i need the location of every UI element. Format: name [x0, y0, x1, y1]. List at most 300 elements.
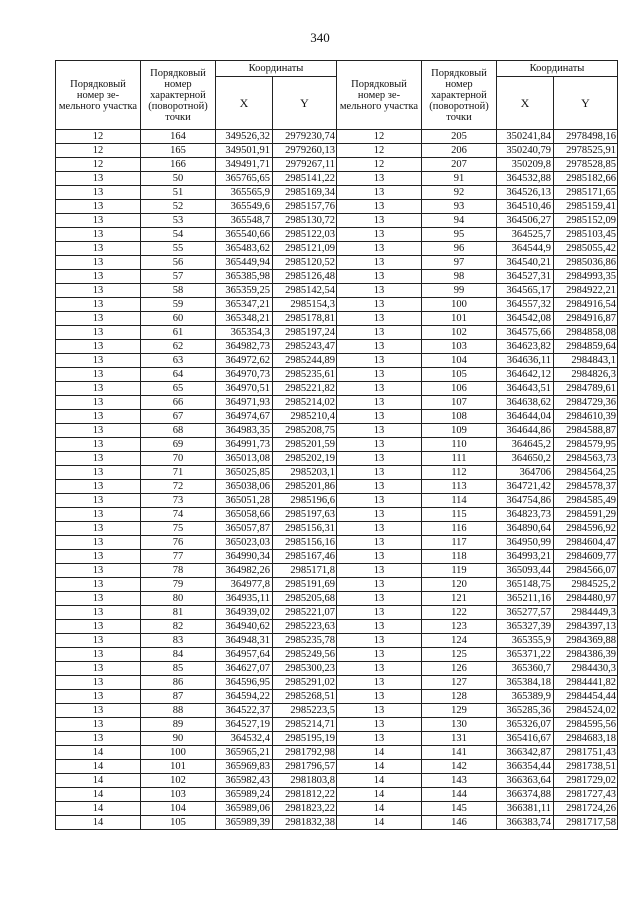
- x-coordinate-cell: 365355,9: [497, 634, 554, 648]
- point-number-cell: 102: [141, 774, 216, 788]
- x-coordinate-cell: 364935,11: [216, 592, 273, 606]
- x-coordinate-cell: 364706: [497, 466, 554, 480]
- point-number-cell: 105: [141, 816, 216, 830]
- x-coordinate-cell: 364982,73: [216, 340, 273, 354]
- parcel-number-cell: 13: [337, 186, 422, 200]
- x-coordinate-cell: 366374,88: [497, 788, 554, 802]
- parcel-number-cell: 13: [337, 620, 422, 634]
- point-number-cell: 107: [422, 396, 497, 410]
- y-coordinate-cell: 2985202,19: [273, 452, 337, 466]
- parcel-number-cell: 13: [337, 326, 422, 340]
- x-coordinate-cell: 364575,66: [497, 326, 554, 340]
- table-row: [56, 186, 618, 200]
- parcel-number-cell: 13: [337, 438, 422, 452]
- parcel-number-cell: 13: [56, 494, 141, 508]
- y-coordinate-cell: 2984564,25: [554, 466, 618, 480]
- point-number-cell: 128: [422, 690, 497, 704]
- parcel-number-cell: 13: [337, 452, 422, 466]
- parcel-number-cell: 13: [337, 522, 422, 536]
- parcel-number-cell: 13: [56, 368, 141, 382]
- x-coordinate-cell: 365051,28: [216, 494, 273, 508]
- parcel-number-cell: 12: [56, 144, 141, 158]
- parcel-number-cell: 13: [56, 578, 141, 592]
- point-number-cell: 67: [141, 410, 216, 424]
- parcel-number-cell: 13: [56, 452, 141, 466]
- y-coordinate-cell: 2984859,64: [554, 340, 618, 354]
- table-row: [56, 760, 618, 774]
- x-coordinate-cell: 364510,46: [497, 200, 554, 214]
- point-number-cell: 86: [141, 676, 216, 690]
- y-coordinate-cell: 2984916,87: [554, 312, 618, 326]
- parcel-number-cell: 13: [337, 494, 422, 508]
- header-coordinates: Координаты: [497, 61, 618, 77]
- x-coordinate-cell: 365093,44: [497, 564, 554, 578]
- point-number-cell: 100: [422, 298, 497, 312]
- header-y: Y: [273, 77, 337, 130]
- y-coordinate-cell: 2985197,63: [273, 508, 337, 522]
- point-number-cell: 131: [422, 732, 497, 746]
- parcel-number-cell: 13: [56, 242, 141, 256]
- y-coordinate-cell: 2985182,66: [554, 172, 618, 186]
- y-coordinate-cell: 2985223,63: [273, 620, 337, 634]
- x-coordinate-cell: 350240,79: [497, 144, 554, 158]
- x-coordinate-cell: 365548,7: [216, 214, 273, 228]
- x-coordinate-cell: 364522,37: [216, 704, 273, 718]
- y-coordinate-cell: 2984585,49: [554, 494, 618, 508]
- point-number-cell: 165: [141, 144, 216, 158]
- parcel-number-cell: 13: [337, 284, 422, 298]
- parcel-number-cell: 13: [56, 298, 141, 312]
- parcel-number-cell: 13: [56, 186, 141, 200]
- parcel-number-cell: 13: [337, 256, 422, 270]
- y-coordinate-cell: 2981724,26: [554, 802, 618, 816]
- table-row: [56, 578, 618, 592]
- y-coordinate-cell: 2985205,68: [273, 592, 337, 606]
- point-number-cell: 51: [141, 186, 216, 200]
- y-coordinate-cell: 2984397,13: [554, 620, 618, 634]
- y-coordinate-cell: 2985157,76: [273, 200, 337, 214]
- y-coordinate-cell: 2984789,61: [554, 382, 618, 396]
- x-coordinate-cell: 365384,18: [497, 676, 554, 690]
- parcel-number-cell: 13: [337, 690, 422, 704]
- x-coordinate-cell: 364974,67: [216, 410, 273, 424]
- x-coordinate-cell: 364594,22: [216, 690, 273, 704]
- point-number-cell: 79: [141, 578, 216, 592]
- parcel-number-cell: 12: [337, 130, 422, 144]
- y-coordinate-cell: 2985191,69: [273, 578, 337, 592]
- y-coordinate-cell: 2985195,19: [273, 732, 337, 746]
- point-number-cell: 109: [422, 424, 497, 438]
- y-coordinate-cell: 2985300,23: [273, 662, 337, 676]
- x-coordinate-cell: 364948,31: [216, 634, 273, 648]
- point-number-cell: 102: [422, 326, 497, 340]
- y-coordinate-cell: 2985201,59: [273, 438, 337, 452]
- x-coordinate-cell: 365023,03: [216, 536, 273, 550]
- x-coordinate-cell: 349526,32: [216, 130, 273, 144]
- y-coordinate-cell: 2978528,85: [554, 158, 618, 172]
- y-coordinate-cell: 2985235,78: [273, 634, 337, 648]
- point-number-cell: 125: [422, 648, 497, 662]
- point-number-cell: 69: [141, 438, 216, 452]
- parcel-number-cell: 14: [337, 760, 422, 774]
- parcel-number-cell: 13: [337, 564, 422, 578]
- y-coordinate-cell: 2985120,52: [273, 256, 337, 270]
- x-coordinate-cell: 365965,21: [216, 746, 273, 760]
- y-coordinate-cell: 2985036,86: [554, 256, 618, 270]
- x-coordinate-cell: 365148,75: [497, 578, 554, 592]
- y-coordinate-cell: 2984588,87: [554, 424, 618, 438]
- table-row: [56, 200, 618, 214]
- x-coordinate-cell: 365989,24: [216, 788, 273, 802]
- parcel-number-cell: 13: [56, 690, 141, 704]
- parcel-number-cell: 13: [337, 410, 422, 424]
- point-number-cell: 87: [141, 690, 216, 704]
- y-coordinate-cell: 2981823,22: [273, 802, 337, 816]
- parcel-number-cell: 13: [56, 718, 141, 732]
- x-coordinate-cell: 365057,87: [216, 522, 273, 536]
- x-coordinate-cell: 364526,13: [497, 186, 554, 200]
- parcel-number-cell: 13: [337, 536, 422, 550]
- point-number-cell: 53: [141, 214, 216, 228]
- x-coordinate-cell: 364993,21: [497, 550, 554, 564]
- point-number-cell: 144: [422, 788, 497, 802]
- table-row: [56, 172, 618, 186]
- point-number-cell: 90: [141, 732, 216, 746]
- point-number-cell: 61: [141, 326, 216, 340]
- parcel-number-cell: 13: [56, 550, 141, 564]
- point-number-cell: 55: [141, 242, 216, 256]
- y-coordinate-cell: 2985291,02: [273, 676, 337, 690]
- table-row: [56, 718, 618, 732]
- x-coordinate-cell: 364525,7: [497, 228, 554, 242]
- x-coordinate-cell: 365354,3: [216, 326, 273, 340]
- header-parcel-number: Порядковый номер зе- мельного участка: [56, 61, 141, 130]
- x-coordinate-cell: 365449,94: [216, 256, 273, 270]
- parcel-number-cell: 13: [337, 606, 422, 620]
- y-coordinate-cell: 2984610,39: [554, 410, 618, 424]
- y-coordinate-cell: 2985268,51: [273, 690, 337, 704]
- parcel-number-cell: 13: [56, 648, 141, 662]
- point-number-cell: 72: [141, 480, 216, 494]
- point-number-cell: 96: [422, 242, 497, 256]
- x-coordinate-cell: 365360,7: [497, 662, 554, 676]
- x-coordinate-cell: 364557,32: [497, 298, 554, 312]
- point-number-cell: 124: [422, 634, 497, 648]
- table-row: [56, 144, 618, 158]
- y-coordinate-cell: 2984683,18: [554, 732, 618, 746]
- y-coordinate-cell: 2984566,07: [554, 564, 618, 578]
- point-number-cell: 93: [422, 200, 497, 214]
- header-coordinates: Координаты: [216, 61, 337, 77]
- table-row: [56, 522, 618, 536]
- page-number: 340: [310, 30, 330, 45]
- parcel-number-cell: 13: [56, 200, 141, 214]
- y-coordinate-cell: 2985197,24: [273, 326, 337, 340]
- point-number-cell: 116: [422, 522, 497, 536]
- table-row: [56, 326, 618, 340]
- point-number-cell: 145: [422, 802, 497, 816]
- parcel-number-cell: 14: [337, 774, 422, 788]
- table-row: [56, 732, 618, 746]
- point-number-cell: 130: [422, 718, 497, 732]
- y-coordinate-cell: 2979230,74: [273, 130, 337, 144]
- parcel-number-cell: 12: [56, 130, 141, 144]
- point-number-cell: 119: [422, 564, 497, 578]
- y-coordinate-cell: 2985130,72: [273, 214, 337, 228]
- y-coordinate-cell: 2985055,42: [554, 242, 618, 256]
- point-number-cell: 97: [422, 256, 497, 270]
- point-number-cell: 113: [422, 480, 497, 494]
- x-coordinate-cell: 365327,39: [497, 620, 554, 634]
- y-coordinate-cell: 2985196,6: [273, 494, 337, 508]
- x-coordinate-cell: 350241,84: [497, 130, 554, 144]
- table-row: [56, 676, 618, 690]
- table-row: [56, 620, 618, 634]
- point-number-cell: 108: [422, 410, 497, 424]
- table-row: [56, 242, 618, 256]
- y-coordinate-cell: 2981751,43: [554, 746, 618, 760]
- point-number-cell: 101: [141, 760, 216, 774]
- y-coordinate-cell: 2984525,2: [554, 578, 618, 592]
- x-coordinate-cell: 365416,67: [497, 732, 554, 746]
- y-coordinate-cell: 2984916,54: [554, 298, 618, 312]
- point-number-cell: 71: [141, 466, 216, 480]
- x-coordinate-cell: 364940,62: [216, 620, 273, 634]
- point-number-cell: 117: [422, 536, 497, 550]
- y-coordinate-cell: 2985249,56: [273, 648, 337, 662]
- y-coordinate-cell: 2985169,34: [273, 186, 337, 200]
- table-row: [56, 746, 618, 760]
- point-number-cell: 114: [422, 494, 497, 508]
- table-row: [56, 298, 618, 312]
- point-number-cell: 73: [141, 494, 216, 508]
- point-number-cell: 54: [141, 228, 216, 242]
- y-coordinate-cell: 2985122,03: [273, 228, 337, 242]
- y-coordinate-cell: 2984454,44: [554, 690, 618, 704]
- parcel-number-cell: 13: [337, 718, 422, 732]
- table-row: [56, 494, 618, 508]
- table-row: [56, 648, 618, 662]
- y-coordinate-cell: 2984922,21: [554, 284, 618, 298]
- parcel-number-cell: 14: [56, 788, 141, 802]
- table-row: [56, 466, 618, 480]
- x-coordinate-cell: 365371,22: [497, 648, 554, 662]
- point-number-cell: 121: [422, 592, 497, 606]
- parcel-number-cell: 14: [56, 802, 141, 816]
- y-coordinate-cell: 2984595,56: [554, 718, 618, 732]
- parcel-number-cell: 13: [337, 648, 422, 662]
- point-number-cell: 101: [422, 312, 497, 326]
- point-number-cell: 164: [141, 130, 216, 144]
- parcel-number-cell: 13: [337, 354, 422, 368]
- table-row: [56, 130, 618, 144]
- point-number-cell: 118: [422, 550, 497, 564]
- parcel-number-cell: 13: [56, 438, 141, 452]
- y-coordinate-cell: 2985235,61: [273, 368, 337, 382]
- table-row: [56, 382, 618, 396]
- parcel-number-cell: 13: [337, 214, 422, 228]
- x-coordinate-cell: 365765,65: [216, 172, 273, 186]
- x-coordinate-cell: 364970,51: [216, 382, 273, 396]
- table-row: [56, 410, 618, 424]
- point-number-cell: 206: [422, 144, 497, 158]
- table-row: [56, 368, 618, 382]
- x-coordinate-cell: 364957,64: [216, 648, 273, 662]
- point-number-cell: 115: [422, 508, 497, 522]
- x-coordinate-cell: 364506,27: [497, 214, 554, 228]
- table-body: [56, 130, 618, 830]
- y-coordinate-cell: 2985152,09: [554, 214, 618, 228]
- table-row: [56, 438, 618, 452]
- x-coordinate-cell: 365549,6: [216, 200, 273, 214]
- x-coordinate-cell: 364991,73: [216, 438, 273, 452]
- y-coordinate-cell: 2979260,13: [273, 144, 337, 158]
- x-coordinate-cell: 364544,9: [497, 242, 554, 256]
- parcel-number-cell: 13: [56, 620, 141, 634]
- parcel-number-cell: 13: [56, 256, 141, 270]
- y-coordinate-cell: 2985243,47: [273, 340, 337, 354]
- x-coordinate-cell: 364532,4: [216, 732, 273, 746]
- x-coordinate-cell: 365347,21: [216, 298, 273, 312]
- x-coordinate-cell: 364644,86: [497, 424, 554, 438]
- y-coordinate-cell: 2985221,82: [273, 382, 337, 396]
- table-row: [56, 480, 618, 494]
- x-coordinate-cell: 365326,07: [497, 718, 554, 732]
- parcel-number-cell: 14: [56, 774, 141, 788]
- parcel-number-cell: 13: [56, 354, 141, 368]
- x-coordinate-cell: 365389,9: [497, 690, 554, 704]
- parcel-number-cell: 13: [337, 200, 422, 214]
- x-coordinate-cell: 349491,71: [216, 158, 273, 172]
- x-coordinate-cell: 364638,62: [497, 396, 554, 410]
- x-coordinate-cell: 365483,62: [216, 242, 273, 256]
- table-row: [56, 704, 618, 718]
- point-number-cell: 85: [141, 662, 216, 676]
- y-coordinate-cell: 2984524,02: [554, 704, 618, 718]
- x-coordinate-cell: 364542,08: [497, 312, 554, 326]
- y-coordinate-cell: 2981812,22: [273, 788, 337, 802]
- table-row: [56, 536, 618, 550]
- x-coordinate-cell: 364977,8: [216, 578, 273, 592]
- point-number-cell: 122: [422, 606, 497, 620]
- point-number-cell: 50: [141, 172, 216, 186]
- point-number-cell: 105: [422, 368, 497, 382]
- y-coordinate-cell: 2985103,45: [554, 228, 618, 242]
- y-coordinate-cell: 2985141,22: [273, 172, 337, 186]
- y-coordinate-cell: 2984843,1: [554, 354, 618, 368]
- table-row: [56, 592, 618, 606]
- x-coordinate-cell: 365540,66: [216, 228, 273, 242]
- x-coordinate-cell: 364596,95: [216, 676, 273, 690]
- point-number-cell: 91: [422, 172, 497, 186]
- x-coordinate-cell: 364527,19: [216, 718, 273, 732]
- table-row: [56, 550, 618, 564]
- point-number-cell: 65: [141, 382, 216, 396]
- point-number-cell: 75: [141, 522, 216, 536]
- y-coordinate-cell: 2984441,82: [554, 676, 618, 690]
- parcel-number-cell: 13: [56, 592, 141, 606]
- parcel-number-cell: 12: [337, 158, 422, 172]
- x-coordinate-cell: 365989,39: [216, 816, 273, 830]
- parcel-number-cell: 14: [56, 760, 141, 774]
- x-coordinate-cell: 364972,62: [216, 354, 273, 368]
- y-coordinate-cell: 2984826,3: [554, 368, 618, 382]
- point-number-cell: 80: [141, 592, 216, 606]
- y-coordinate-cell: 2984430,3: [554, 662, 618, 676]
- parcel-number-cell: 13: [56, 536, 141, 550]
- y-coordinate-cell: 2984858,08: [554, 326, 618, 340]
- x-coordinate-cell: 364939,02: [216, 606, 273, 620]
- x-coordinate-cell: 364982,26: [216, 564, 273, 578]
- point-number-cell: 57: [141, 270, 216, 284]
- parcel-number-cell: 13: [337, 340, 422, 354]
- parcel-number-cell: 14: [56, 746, 141, 760]
- parcel-number-cell: 13: [56, 466, 141, 480]
- table-row: [56, 228, 618, 242]
- parcel-number-cell: 13: [56, 480, 141, 494]
- point-number-cell: 89: [141, 718, 216, 732]
- parcel-number-cell: 13: [56, 340, 141, 354]
- table-row: [56, 214, 618, 228]
- point-number-cell: 78: [141, 564, 216, 578]
- x-coordinate-cell: 365989,06: [216, 802, 273, 816]
- point-number-cell: 59: [141, 298, 216, 312]
- point-number-cell: 129: [422, 704, 497, 718]
- point-number-cell: 84: [141, 648, 216, 662]
- parcel-number-cell: 13: [337, 396, 422, 410]
- point-number-cell: 92: [422, 186, 497, 200]
- y-coordinate-cell: 2985223,5: [273, 704, 337, 718]
- y-coordinate-cell: 2985221,07: [273, 606, 337, 620]
- parcel-number-cell: 13: [337, 382, 422, 396]
- y-coordinate-cell: 2985171,8: [273, 564, 337, 578]
- point-number-cell: 126: [422, 662, 497, 676]
- x-coordinate-cell: 364642,12: [497, 368, 554, 382]
- header-point-number: Порядковый номер характерной (поворотной) точки: [422, 61, 497, 130]
- parcel-number-cell: 13: [56, 704, 141, 718]
- y-coordinate-cell: 2984604,47: [554, 536, 618, 550]
- point-number-cell: 68: [141, 424, 216, 438]
- y-coordinate-cell: 2978498,16: [554, 130, 618, 144]
- x-coordinate-cell: 365385,98: [216, 270, 273, 284]
- y-coordinate-cell: 2985156,31: [273, 522, 337, 536]
- x-coordinate-cell: 365211,16: [497, 592, 554, 606]
- point-number-cell: 98: [422, 270, 497, 284]
- parcel-number-cell: 13: [337, 298, 422, 312]
- parcel-number-cell: 13: [56, 326, 141, 340]
- point-number-cell: 60: [141, 312, 216, 326]
- x-coordinate-cell: 364721,42: [497, 480, 554, 494]
- x-coordinate-cell: 364823,73: [497, 508, 554, 522]
- y-coordinate-cell: 2985156,16: [273, 536, 337, 550]
- header-x: X: [216, 77, 273, 130]
- parcel-number-cell: 13: [337, 368, 422, 382]
- x-coordinate-cell: 365285,36: [497, 704, 554, 718]
- point-number-cell: 111: [422, 452, 497, 466]
- y-coordinate-cell: 2978525,91: [554, 144, 618, 158]
- y-coordinate-cell: 2985203,1: [273, 466, 337, 480]
- point-number-cell: 106: [422, 382, 497, 396]
- parcel-number-cell: 13: [337, 578, 422, 592]
- parcel-number-cell: 13: [337, 424, 422, 438]
- x-coordinate-cell: 364971,93: [216, 396, 273, 410]
- y-coordinate-cell: 2985214,02: [273, 396, 337, 410]
- x-coordinate-cell: 365359,25: [216, 284, 273, 298]
- table-row: [56, 662, 618, 676]
- x-coordinate-cell: 350209,8: [497, 158, 554, 172]
- y-coordinate-cell: 2984609,77: [554, 550, 618, 564]
- table-row: [56, 340, 618, 354]
